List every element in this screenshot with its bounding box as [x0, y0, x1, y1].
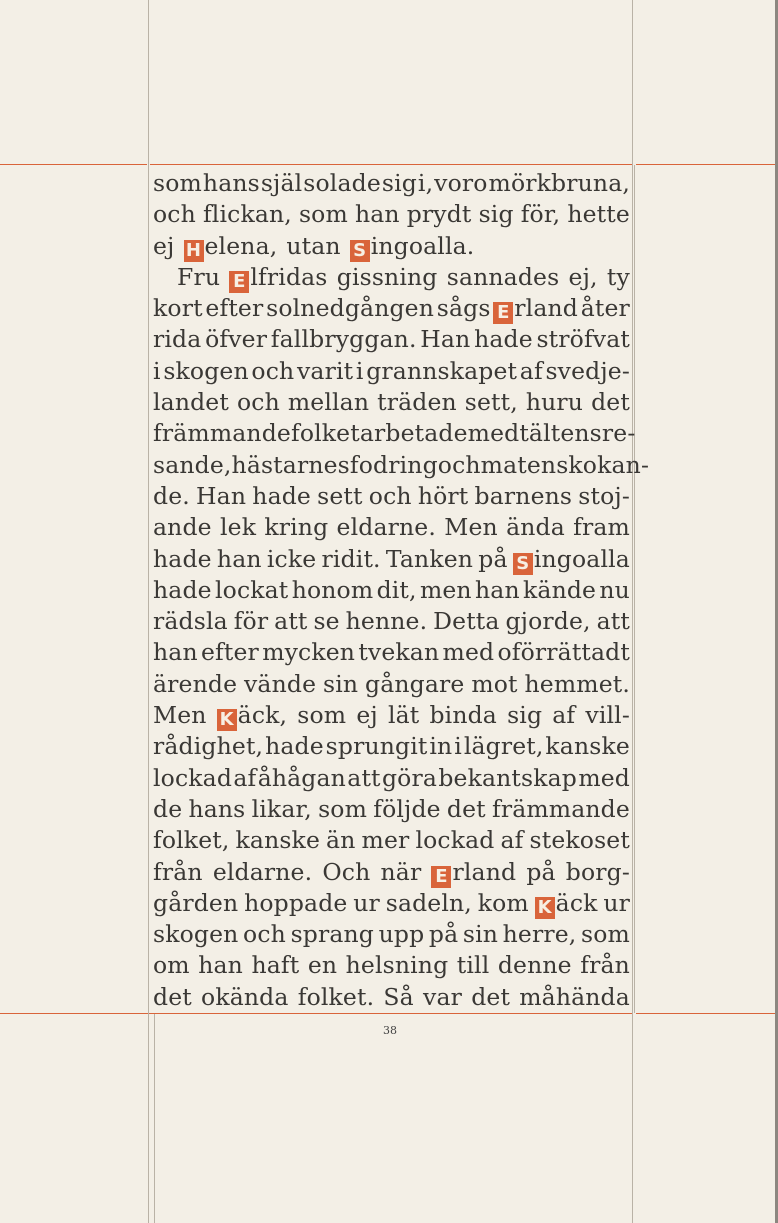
decorated-initial: E [493, 302, 513, 324]
word: folket [290, 419, 360, 448]
word: om [153, 951, 190, 980]
decorated-initial: K [217, 709, 237, 731]
word: dit, [376, 575, 417, 604]
word: han [475, 575, 520, 604]
word: folket, [153, 826, 230, 855]
word: Så [383, 982, 414, 1011]
text-line [153, 950, 630, 981]
word: hans [188, 794, 246, 823]
word: Han [196, 481, 247, 510]
word: åhågan [257, 763, 346, 792]
text-line [153, 731, 630, 762]
word: sågs [436, 294, 491, 323]
word: själ [260, 169, 303, 197]
word: E lfridas [229, 262, 327, 293]
word: mycken [262, 638, 356, 667]
word: Tanken [385, 544, 474, 573]
word: lockat [214, 575, 289, 604]
word: men [419, 575, 472, 604]
word: E rland [493, 293, 578, 324]
word: när [380, 857, 422, 886]
word: han [216, 544, 262, 573]
word: E rland [431, 857, 516, 888]
word: och [251, 356, 295, 385]
word: med [442, 638, 495, 667]
word: tältens [519, 419, 602, 448]
word: främmande [491, 794, 630, 823]
text-line [153, 700, 630, 731]
word: prydt [406, 200, 472, 229]
word: se [313, 607, 340, 636]
word: träden [377, 388, 457, 417]
word: ströfvat [536, 325, 630, 354]
word: lät [387, 701, 420, 730]
word: hade [474, 325, 533, 354]
word: landet [153, 388, 229, 417]
word: efter [200, 638, 259, 667]
text-line [153, 324, 630, 355]
word: rådighet, [153, 732, 264, 761]
word: i [355, 356, 364, 385]
word: lockad [415, 826, 495, 855]
word: med [467, 419, 520, 448]
word: denne [497, 951, 572, 980]
word: lockad [153, 763, 233, 792]
word: likar, [251, 794, 312, 823]
text-line [153, 825, 630, 856]
word: kom [477, 888, 529, 917]
word: var [423, 982, 462, 1011]
text-line [153, 669, 630, 700]
decorated-initial: H [184, 240, 204, 262]
word: hästarnes [231, 450, 350, 479]
word: solade [303, 169, 381, 197]
word: i, [417, 169, 434, 197]
word: kring [264, 513, 329, 542]
word: ej [153, 231, 175, 260]
word: solnedgången [266, 294, 435, 323]
word: tvekan [358, 638, 440, 667]
word: på [428, 920, 459, 949]
word: gjorde, [505, 607, 591, 636]
word: Och [322, 857, 371, 886]
word: herre, [502, 920, 577, 949]
word: matens [480, 450, 569, 479]
word: Fru [177, 262, 221, 291]
word: haft [251, 951, 300, 980]
top-rule-center [150, 164, 633, 165]
word: som [298, 200, 348, 229]
word: helsning [345, 951, 449, 980]
word: eldarne. [336, 513, 436, 542]
word: skogen [153, 920, 239, 949]
right-margin-line [632, 0, 633, 1223]
word: att [347, 763, 381, 792]
text-line [153, 231, 630, 262]
word: nu [599, 575, 630, 604]
word: och [368, 481, 412, 510]
word: och [437, 450, 481, 479]
text-line [153, 199, 630, 230]
word: henne. [345, 607, 428, 636]
word: ej [356, 701, 378, 730]
text-line [153, 168, 630, 199]
word: hans [202, 169, 260, 197]
word: ur [603, 888, 630, 917]
word: fodring [349, 450, 438, 479]
text-line [153, 512, 630, 543]
word: mörkbruna, [488, 169, 630, 197]
text-line [153, 450, 650, 481]
word: Han [420, 325, 471, 354]
word: grannskapet [366, 356, 518, 385]
word: barnens [474, 481, 573, 510]
word: de [153, 794, 183, 823]
word: hette [567, 200, 630, 229]
word: kände [523, 575, 597, 604]
bottom-rule-center [150, 1013, 633, 1014]
word: lägret, [463, 732, 544, 761]
word: i [153, 356, 161, 385]
word: ur [353, 888, 380, 917]
word: af [519, 356, 543, 385]
page-number: 38 [383, 1024, 397, 1037]
word: hade [252, 481, 311, 510]
word: rida [153, 325, 202, 354]
text-line [153, 544, 630, 575]
word: de. [153, 481, 190, 510]
text-line [153, 575, 630, 606]
word: af [500, 826, 524, 855]
word: oförrättadt [497, 638, 630, 667]
word: på [478, 544, 508, 573]
word: K äck [535, 888, 598, 919]
word: för [233, 607, 269, 636]
word: som [581, 920, 630, 949]
word: honom [291, 575, 374, 604]
word: stoj- [578, 481, 630, 510]
word: han [198, 951, 243, 980]
top-rule-right [636, 164, 778, 165]
word: vill- [585, 701, 630, 730]
word: som [318, 794, 368, 823]
word: åter [580, 294, 630, 323]
word: bekantskap [438, 763, 577, 792]
word: ej, [568, 262, 598, 291]
word: huru [525, 388, 584, 417]
decorated-initial: E [431, 866, 451, 888]
word: sig [478, 200, 514, 229]
word: upp [378, 920, 425, 949]
word: främmande [153, 419, 291, 448]
word: borg- [565, 857, 630, 886]
word: följde [373, 794, 441, 823]
left-margin-line [148, 0, 149, 1223]
word: och [243, 920, 286, 949]
decorated-initial: S [350, 240, 370, 262]
word: det [471, 982, 511, 1011]
word: måhända [519, 982, 630, 1011]
word: sprang [290, 920, 374, 949]
word: på [526, 857, 556, 886]
word: sannades [446, 262, 560, 291]
word: från [153, 857, 203, 886]
word: Men [444, 513, 498, 542]
word: gångare [365, 669, 465, 698]
word: binda [429, 701, 497, 730]
word: hört [417, 481, 469, 510]
word: S ingoalla [513, 544, 630, 575]
word: sin [462, 920, 499, 949]
word: det [591, 388, 630, 417]
word: med [578, 763, 630, 792]
text-line [153, 387, 630, 418]
right-inner-line [634, 165, 635, 1013]
word: vände [244, 669, 317, 698]
word: för, [520, 200, 561, 229]
text-line [153, 763, 630, 794]
top-rule-left [0, 164, 147, 165]
word: att [596, 607, 630, 636]
word: gissning [336, 262, 438, 291]
word: än [326, 826, 356, 855]
word: stekoset [529, 826, 630, 855]
text-line [153, 262, 630, 293]
word: fallbryggan. [270, 325, 417, 354]
text-line [153, 356, 630, 387]
word: skogen [163, 356, 249, 385]
word: okända [201, 982, 289, 1011]
word: i [454, 732, 462, 761]
word: K äck, [217, 700, 287, 731]
word: och [236, 388, 280, 417]
word: kanske [545, 732, 630, 761]
text-line [153, 919, 630, 950]
word: re- [601, 419, 636, 448]
word: af [552, 701, 576, 730]
word: sadeln, [385, 888, 472, 917]
word: sig [507, 701, 543, 730]
word: det [446, 794, 486, 823]
word: till [456, 951, 490, 980]
word: ända [506, 513, 565, 542]
word: från [580, 951, 630, 980]
word: folket. [297, 982, 375, 1011]
decorated-initial: K [535, 897, 555, 919]
text-line [153, 481, 630, 512]
word: göra [381, 763, 438, 792]
word: fram [573, 513, 630, 542]
word: af [233, 763, 257, 792]
text-line [153, 982, 630, 1013]
word: hade [265, 732, 324, 761]
word: Men [153, 701, 207, 730]
word: sin [322, 669, 359, 698]
word: ty [606, 262, 630, 291]
word: ande [153, 513, 212, 542]
word: S ingoalla. [350, 231, 475, 262]
word: en [307, 951, 338, 980]
word: efter [205, 294, 264, 323]
bottom-rule-right [636, 1013, 778, 1014]
text-line [153, 293, 630, 324]
word: han [354, 200, 400, 229]
word: ridit. [321, 544, 381, 573]
word: ärende [153, 669, 238, 698]
word: öfver [205, 325, 268, 354]
word: mer [361, 826, 410, 855]
word: svedje- [545, 356, 630, 385]
word: sprungit [325, 732, 428, 761]
word: det [153, 982, 192, 1011]
word: han [153, 638, 198, 667]
word: hemmet. [524, 669, 630, 698]
word: sett, [464, 388, 518, 417]
word: Detta [433, 607, 500, 636]
text-line [153, 857, 630, 888]
left-inner-line [154, 1014, 155, 1223]
word: gården [153, 888, 239, 917]
word: varit [296, 356, 354, 385]
word: arbetade [359, 419, 468, 448]
word: att [274, 607, 308, 636]
bottom-rule-left [0, 1013, 150, 1014]
word: hade [153, 544, 212, 573]
text-line [153, 888, 630, 919]
word: rädsla [153, 607, 228, 636]
word: sande, [153, 450, 232, 479]
word: kanske [235, 826, 321, 855]
word: eldarne. [212, 857, 313, 886]
word: in [429, 732, 453, 761]
text-line [153, 637, 630, 668]
word: kokan- [568, 450, 650, 479]
word: hade [153, 575, 212, 604]
word: kort [153, 294, 203, 323]
body-text [153, 168, 650, 1013]
word: sig [381, 169, 417, 197]
decorated-initial: S [513, 553, 533, 575]
text-line [153, 794, 630, 825]
word: H elena, [184, 231, 278, 262]
word: voro [434, 169, 488, 197]
word: mellan [287, 388, 370, 417]
word: som [153, 169, 202, 197]
word: icke [266, 544, 317, 573]
text-line [153, 606, 630, 637]
word: utan [286, 231, 341, 260]
decorated-initial: E [229, 271, 249, 293]
word: flickan, [202, 200, 292, 229]
word: hoppade [244, 888, 348, 917]
word: lek [219, 513, 257, 542]
word: mot [471, 669, 518, 698]
word: som [297, 701, 347, 730]
word: och [153, 200, 196, 229]
text-line [153, 418, 636, 449]
word: sett [317, 481, 363, 510]
